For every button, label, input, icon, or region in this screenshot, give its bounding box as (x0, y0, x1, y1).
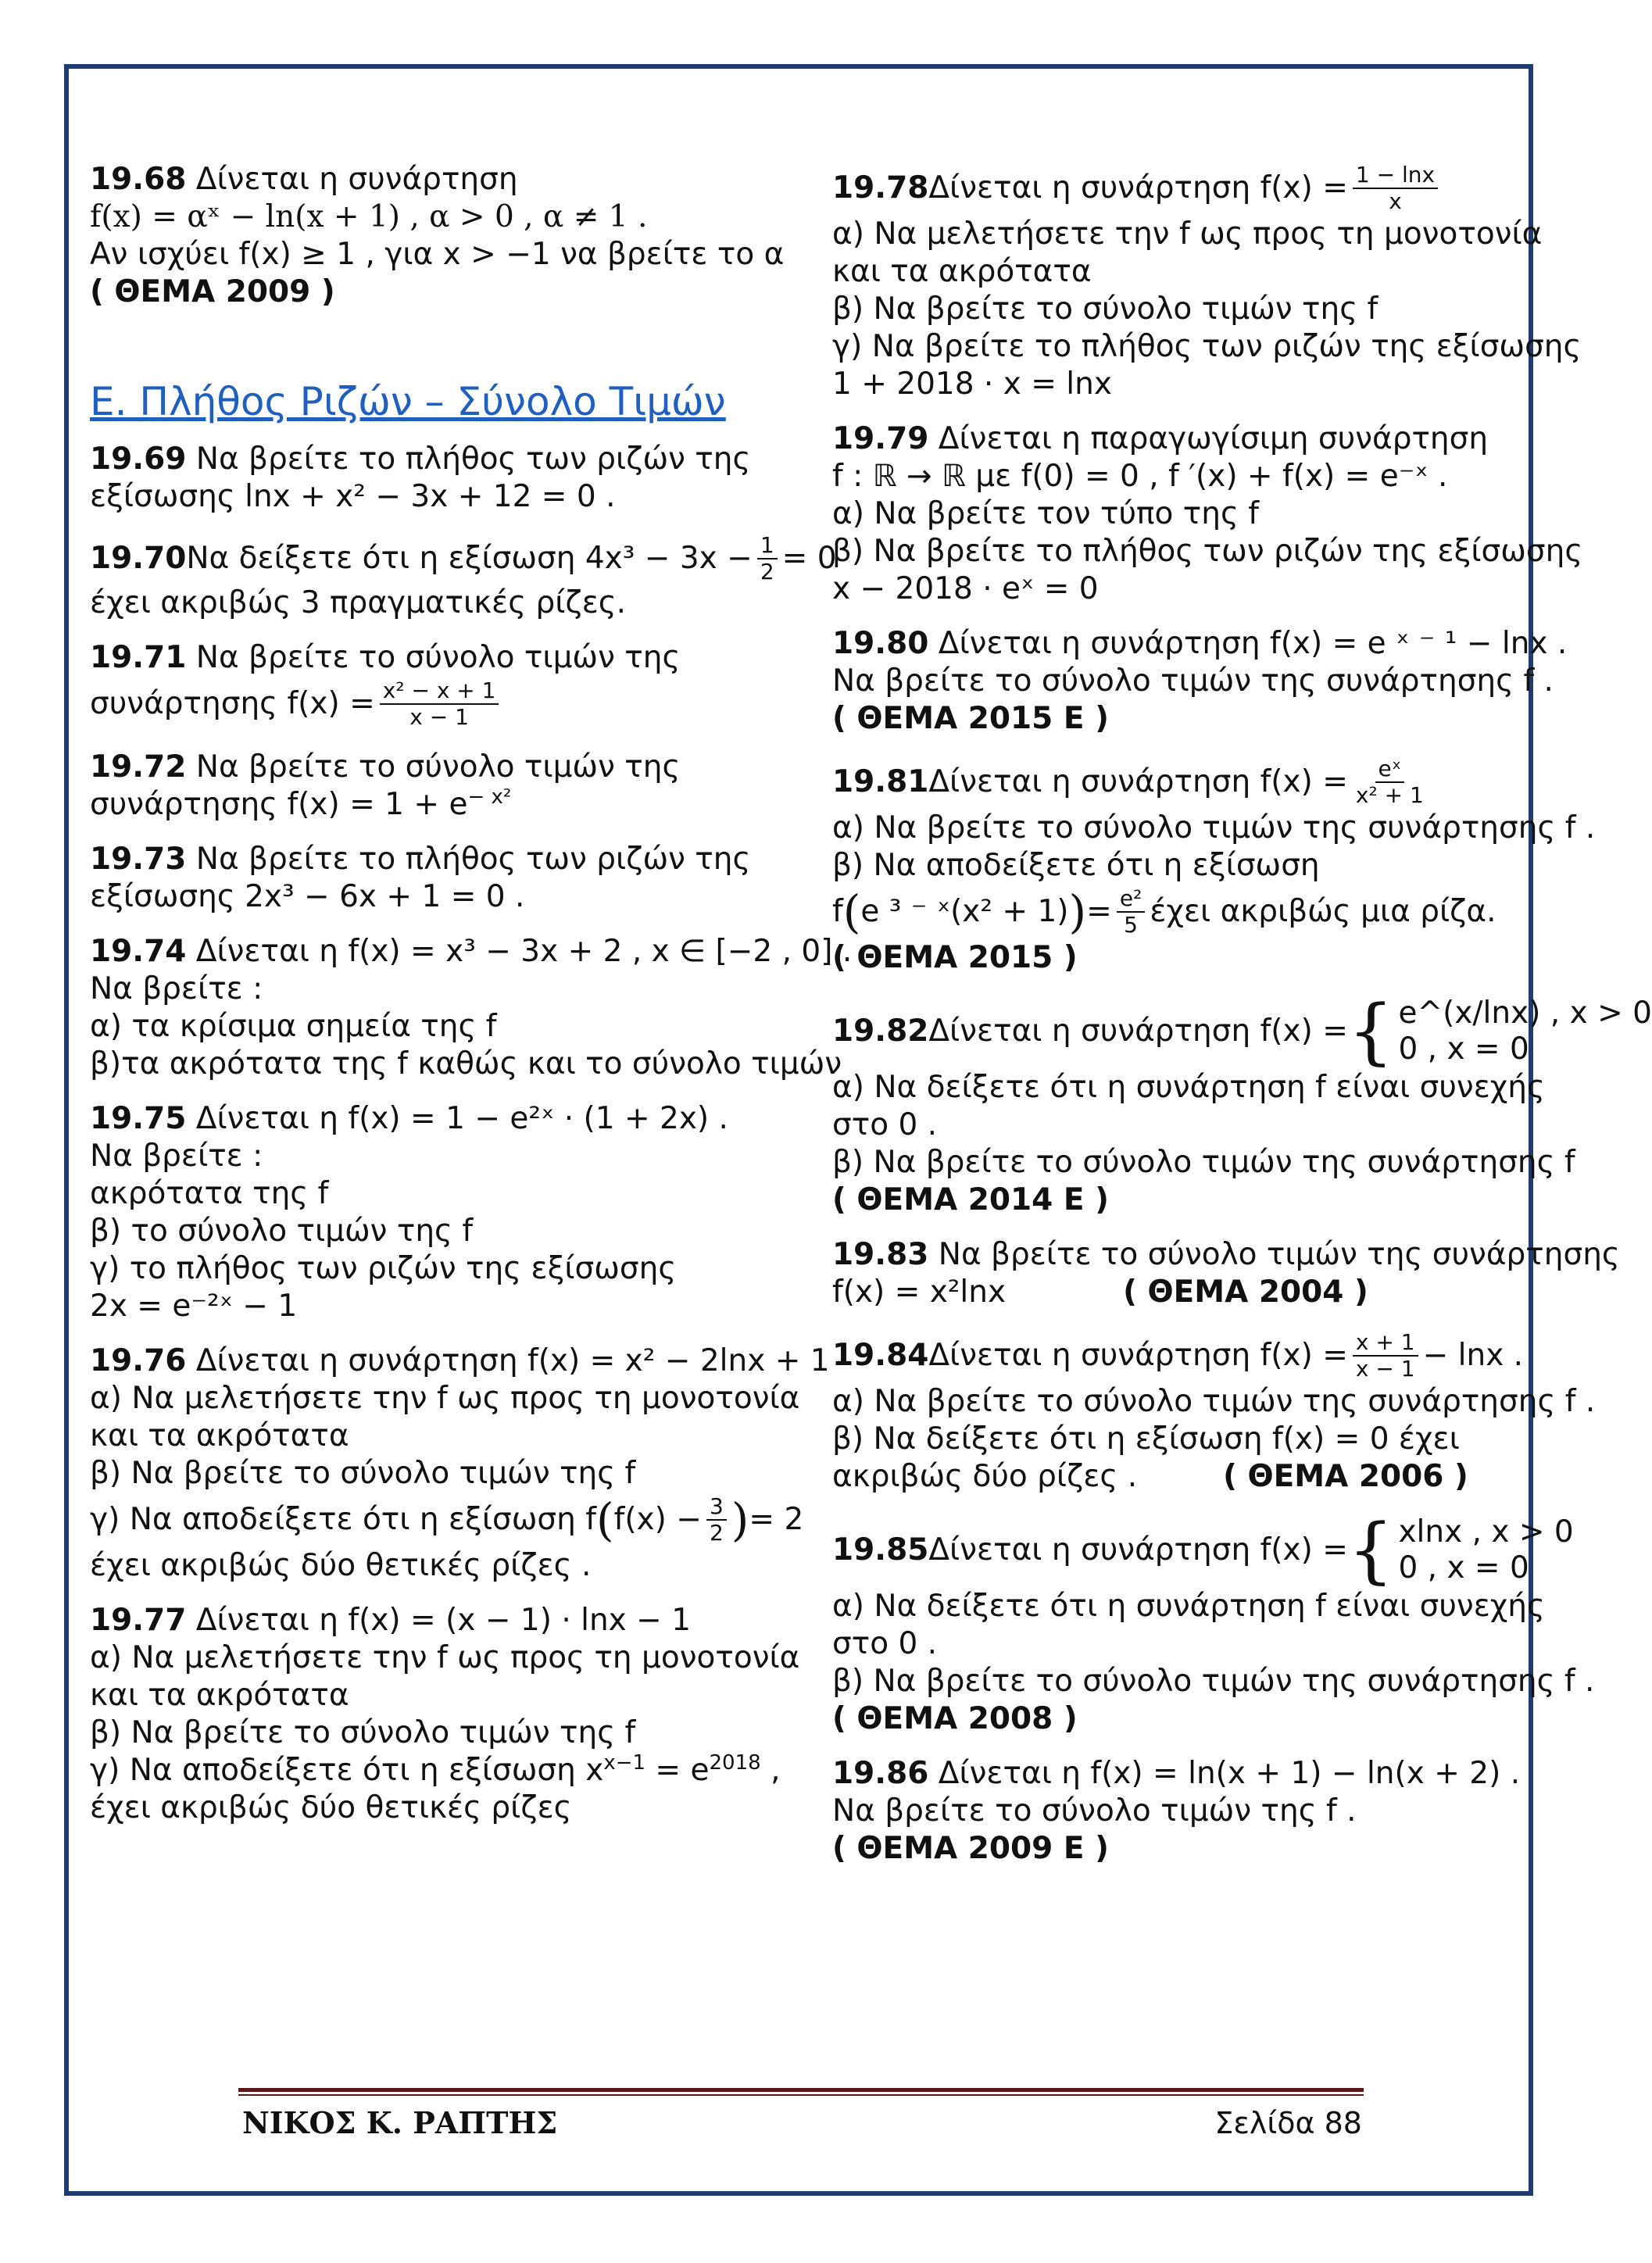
footer-divider-thin (238, 2094, 1364, 2096)
exam-year-label: ( ΘΕΜΑ 2015 ) (832, 940, 1078, 975)
footer-author: ΝΙΚΟΣ Κ. ΡΑΠΤΗΣ (242, 2105, 558, 2140)
exercise-19-85: 19.85 Δίνεται η συνάρτηση f(x) = { xlnx , x > 0 0 , x = 0 α) Να δείξετε ότι η συνάρτηση f είναι συνεχής στο 0 . β) Να βρείτε το σύνολο τιμών της συνάρτησης f . ( ΘΕΜΑ 2008 ) (832, 1508, 1595, 1736)
exercise-19-70: 19.70 Να δείξετε ότι η εξίσωση 4x³ − 3x − $\frac{1}{2}$ = 0 έχει ακριβώς 3 πραγματικές ρίζες. (90, 532, 837, 620)
exam-year-label: ( ΘΕΜΑ 2006 ) (1223, 1459, 1468, 1494)
exam-year-label: ( ΘΕΜΑ 2015 Ε ) (832, 701, 1109, 736)
exercise-19-86: 19.86 Δίνεται η f(x) = ln(x + 1) − ln(x + 2) . Να βρείτε το σύνολο τιμών της f . ( ΘΕΜΑ 2009 Ε ) (832, 1755, 1536, 1868)
exam-year-label: ( ΘΕΜΑ 2004 ) (1123, 1275, 1368, 1310)
exercise-19-81: 19.81 Δίνεται η συνάρτηση f(x) = $\frac{\text{eˣ}}{\text{x² + 1}}$ α) Να βρείτε το σύνολο τιμών της συνάρτησης f . β) Να αποδείξετε ότι η εξίσωση f ( e ³ ⁻ ˣ(x² + 1) ) = $\frac{\text{e²}}{5}$ έχει ακριβώς μια ρίζα. ( ΘΕΜΑ 2015 ) (832, 756, 1596, 975)
right-column (832, 161, 1652, 1885)
exercise-19-68: 19.68 Δίνεται η συνάρτηση f(x) = αˣ − ln(x + 1) , α > 0 , α ≠ 1 . Αν ισχύει f(x) ≥ 1 , για x > −1 να βρείτε το α ( ΘΕΜΑ 2009 ) (90, 161, 793, 311)
exercise-19-71: 19.71 Να βρείτε το σύνολο τιμών της συνάρτησης f(x) = $\frac{\text{x² − x + 1}}{x - 1}$ (90, 640, 681, 730)
exercise-19-74: 19.74 Δίνεται η f(x) = x³ − 3x + 2 , x ∈ [−2 , 0] . Να βρείτε : α) τα κρίσιμα σημεία της f β)τα ακρότατα της f καθώς και το σύνολο τιμών (90, 934, 853, 1081)
piecewise-definition: { xlnx , x > 0 0 , x = 0 (1347, 1508, 1574, 1592)
fraction: $\frac{3}{2}$ (706, 1494, 727, 1546)
exam-year-label: ( ΘΕΜΑ 2014 Ε ) (832, 1182, 1109, 1217)
footer-divider (238, 2088, 1364, 2092)
exercise-number: 19.68 (90, 162, 187, 197)
exercise-19-76: 19.76 Δίνεται η συνάρτηση f(x) = x² − 2lnx + 1 α) Να μελετήσετε την f ως προς τη μονοτονία και τα ακρότατα β) Να βρείτε το σύνολο τιμών της f γ) Να αποδείξετε ότι η εξίσωση f ( f(x) − $\frac{3}{2}$ ) = 2 έχει ακριβώς δύο θετικές ρίζες . (90, 1343, 830, 1583)
fraction: $\frac{x + 1}{x - 1}$ (1353, 1330, 1418, 1382)
exercise-19-75: 19.75 Δίνεται η f(x) = 1 − e²ˣ · (1 + 2x) . Να βρείτε : ακρότατα της f β) το σύνολο τιμών της f γ) το πλήθος των ριζών της εξίσωσης 2x = e⁻²ˣ − 1 (90, 1101, 728, 1324)
exercise-19-84: 19.84 Δίνεται η συνάρτηση f(x) = $\frac{x + 1}{x - 1}$ − lnx . α) Να βρείτε το σύνολο τιμών της συνάρτησης f . β) Να δείξετε ότι η εξίσωση f(x) = 0 έχει ακριβώς δύο ρίζες . ( ΘΕΜΑ 2006 ) (832, 1329, 1596, 1494)
fraction: $\frac{1 - \ln x}{x}$ (1353, 163, 1438, 214)
fraction: $\frac{\text{e²}}{5}$ (1117, 886, 1145, 938)
exercise-19-83: 19.83 Να βρείτε το σύνολο τιμών της συνάρτησης f(x) = x²lnx ( ΘΕΜΑ 2004 ) (832, 1237, 1620, 1310)
exercise-19-73: 19.73 Να βρείτε το πλήθος των ριζών της εξίσωσης 2x³ − 6x + 1 = 0 . (90, 842, 751, 914)
fraction: $\frac{1}{2}$ (757, 533, 778, 585)
exercise-19-82: 19.82 Δίνεται η συνάρτηση f(x) = { e^(x/lnx) , x > 0 0 , x = 0 α) Να δείξετε ότι η συνάρτηση f είναι συνεχής στο 0 . β) Να βρείτε το σύνολο τιμών της συνάρτησης f ( ΘΕΜΑ 2014 Ε ) (832, 989, 1652, 1217)
exercise-19-80: 19.80 Δίνεται η συνάρτηση f(x) = e ˣ ⁻ ¹ − lnx . Να βρείτε το σύνολο τιμών της συνάρτησης f . ( ΘΕΜΑ 2015 Ε ) (832, 626, 1568, 736)
piecewise-definition: { e^(x/lnx) , x > 0 0 , x = 0 (1347, 989, 1652, 1073)
exercise-19-69: 19.69 Να βρείτε το πλήθος των ριζών της εξίσωσης lnx + x² − 3x + 12 = 0 . (90, 442, 751, 514)
exercise-19-77: 19.77 Δίνεται η f(x) = (x − 1) · lnx − 1 α) Να μελετήσετε την f ως προς τη μονοτονία και τα ακρότατα β) Να βρείτε το σύνολο τιμών της f γ) Να αποδείξετε ότι η εξίσωση $x^{x-1} = e^{2018}$ , έχει ακριβώς δύο θετικές ρίζες (90, 1603, 800, 1825)
page-number: Σελίδα 88 (1214, 2106, 1362, 2140)
fraction: $\frac{\text{eˣ}}{\text{x² + 1}}$ (1355, 756, 1424, 808)
exercise-19-79: 19.79 Δίνεται η παραγωγίσιμη συνάρτηση f : ℝ → ℝ με f(0) = 0 , f ′(x) + f(x) = e⁻ˣ . α) Να βρείτε τον τύπο της f β) Να βρείτε το πλήθος των ριζών της εξίσωσης x − 2018 · eˣ = 0 (832, 421, 1583, 606)
fraction: $\frac{\text{x² − x + 1}}{x - 1}$ (380, 678, 499, 730)
section-title: Ε. Πλήθος Ριζών – Σύνολο Τιμών (90, 379, 726, 424)
exam-year-label: ( ΘΕΜΑ 2008 ) (832, 1701, 1078, 1736)
exam-year-label: ( ΘΕΜΑ 2009 Ε ) (832, 1831, 1109, 1866)
left-column (90, 161, 853, 1844)
exam-year-label: ( ΘΕΜΑ 2009 ) (90, 274, 335, 309)
exercise-19-72: 19.72 Να βρείτε το σύνολο τιμών της συνάρτησης $f(x) = 1 + e^{- x^2}$ (90, 749, 681, 822)
exercise-19-78: 19.78 Δίνεται η συνάρτηση f(x) = $\frac{1 - \ln x}{x}$ α) Να μελετήσετε την f ως προς τη μονοτονία και τα ακρότατα β) Να βρείτε το σύνολο τιμών της f γ) Να βρείτε το πλήθος των ριζών της εξίσωσης 1 + 2018 · x = lnx (832, 162, 1582, 402)
